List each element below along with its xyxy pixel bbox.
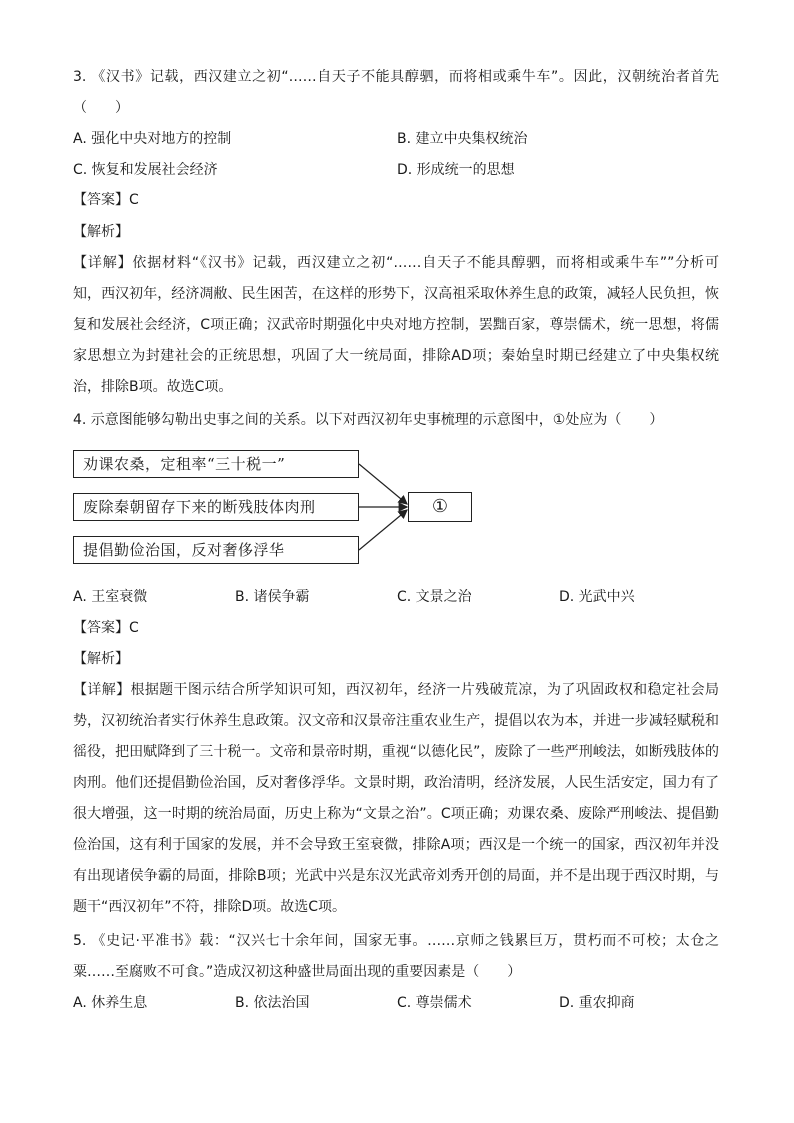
q3-detail-line: 家思想立为封建社会的正统思想，巩固了大一统局面，排除AD项；秦始皇时期已经建立了中央集权统 bbox=[73, 348, 719, 364]
q4-detail-line: 题干“西汉初年”不符，排除D项。故选C项。 bbox=[73, 899, 347, 915]
q3-option-c: C. 恢复和发展社会经济 bbox=[73, 162, 218, 178]
q4-detail-line: 俭治国，这有利于国家的发展，并不会导致王室衰微，排除A项；西汉是一个统一的国家，西汉初年并没 bbox=[73, 837, 719, 853]
q4-answer bbox=[73, 618, 139, 638]
q4-answer-tag: 【答案】 bbox=[73, 620, 129, 636]
q3-detail-line: 治，排除B项。故选C项。 bbox=[73, 379, 233, 395]
q3-detail-line: 复和发展社会经济，C项正确；汉武帝时期强化中央对地方控制，罢黜百家，尊崇儒术，统一思想，将儒 bbox=[73, 317, 719, 333]
q3-option-a: A. 强化中央对地方的控制 bbox=[73, 131, 232, 147]
q4-diagram bbox=[73, 450, 473, 576]
q4-detail-line: 很大增强，这一时期的统治局面，历史上称为“文景之治”。C项正确；劝课农桑、废除严刑峻法、提倡勤 bbox=[73, 806, 719, 822]
q4-detail-line: 徭役，把田赋降到了三十税一。文帝和景帝时期，重视“以德化民”，废除了一些严刑峻法，如断残肢体的 bbox=[73, 744, 719, 760]
q4-detail-line: 势，汉初统治者实行休养生息政策。汉文帝和汉景帝注重农业生产，提倡以农为本，并进一步减轻赋税和 bbox=[73, 713, 719, 729]
q4-stem: 4. 示意图能够勾勒出史事之间的关系。以下对西汉初年史事梳理的示意图中，①处应为（ ） bbox=[73, 412, 664, 428]
q3-option-b: B. 建立中央集权统治 bbox=[397, 131, 528, 147]
q3-analysis-tag: 【解析】 bbox=[73, 224, 129, 240]
q4-analysis-tag: 【解析】 bbox=[73, 651, 129, 667]
q3-detail-line: 知，西汉初年，经济凋敝、民生困苦，在这样的形势下，汉高祖采取休养生息的政策，减轻人民负担，恢 bbox=[73, 286, 719, 302]
q5-stem-line1: 5. 《史记·平准书》载：“汉兴七十余年间，国家无事。……京师之钱累巨万，贯朽而不可校；太仓之 bbox=[73, 933, 719, 949]
q4-answer-value: C bbox=[129, 620, 139, 636]
diagram-target-box: ① bbox=[408, 492, 472, 522]
q3-answer-value: C bbox=[129, 192, 139, 208]
q4-detail-line: 肉刑。他们还提倡勤俭治国，反对奢侈浮华。文景时期，政治清明，经济发展，人民生活安定，国力有了 bbox=[73, 775, 719, 791]
arrow-bottom bbox=[359, 510, 407, 550]
arrow-top bbox=[359, 464, 407, 504]
diagram-box-2: 废除秦朝留存下来的断残肢体肉刑 bbox=[73, 493, 359, 521]
diagram-box-1: 劝课农桑，定租率“三十税一” bbox=[73, 450, 359, 478]
q5-option-d: D. 重农抑商 bbox=[559, 995, 635, 1011]
q3-answer bbox=[73, 190, 139, 210]
q3-option-d: D. 形成统一的思想 bbox=[397, 162, 515, 178]
q5-option-c: C. 尊崇儒术 bbox=[397, 995, 472, 1011]
q3-answer-tag: 【答案】 bbox=[73, 192, 129, 208]
q3-detail-line: 【详解】依据材料“《汉书》记载，西汉建立之初“……自天子不能具醇驷，而将相或乘牛车””分析可 bbox=[73, 255, 719, 271]
q3-stem-line2: （ ） bbox=[73, 100, 129, 116]
q5-option-b: B. 依法治国 bbox=[235, 995, 310, 1011]
q4-option-c: C. 文景之治 bbox=[397, 589, 472, 605]
q5-stem-line2: 粟……至腐败不可食。”造成汉初这种盛世局面出现的重要因素是（ ） bbox=[73, 964, 522, 980]
q5-option-a: A. 休养生息 bbox=[73, 995, 148, 1011]
q3-stem-line1: 3. 《汉书》记载，西汉建立之初“……自天子不能具醇驷，而将相或乘牛车”。因此，汉朝统治者首先 bbox=[73, 69, 719, 85]
q4-detail-line: 有出现诸侯争霸的局面，排除B项；光武中兴是东汉光武帝刘秀开创的局面，并不是出现于西汉时期，与 bbox=[73, 868, 719, 884]
q4-option-a: A. 王室衰微 bbox=[73, 589, 148, 605]
q4-detail-line: 【详解】根据题干图示结合所学知识可知，西汉初年，经济一片残破荒凉，为了巩固政权和稳定社会局 bbox=[73, 682, 719, 698]
diagram-box-3: 提倡勤俭治国，反对奢侈浮华 bbox=[73, 536, 359, 564]
q4-option-d: D. 光武中兴 bbox=[559, 589, 635, 605]
q4-option-b: B. 诸侯争霸 bbox=[235, 589, 310, 605]
